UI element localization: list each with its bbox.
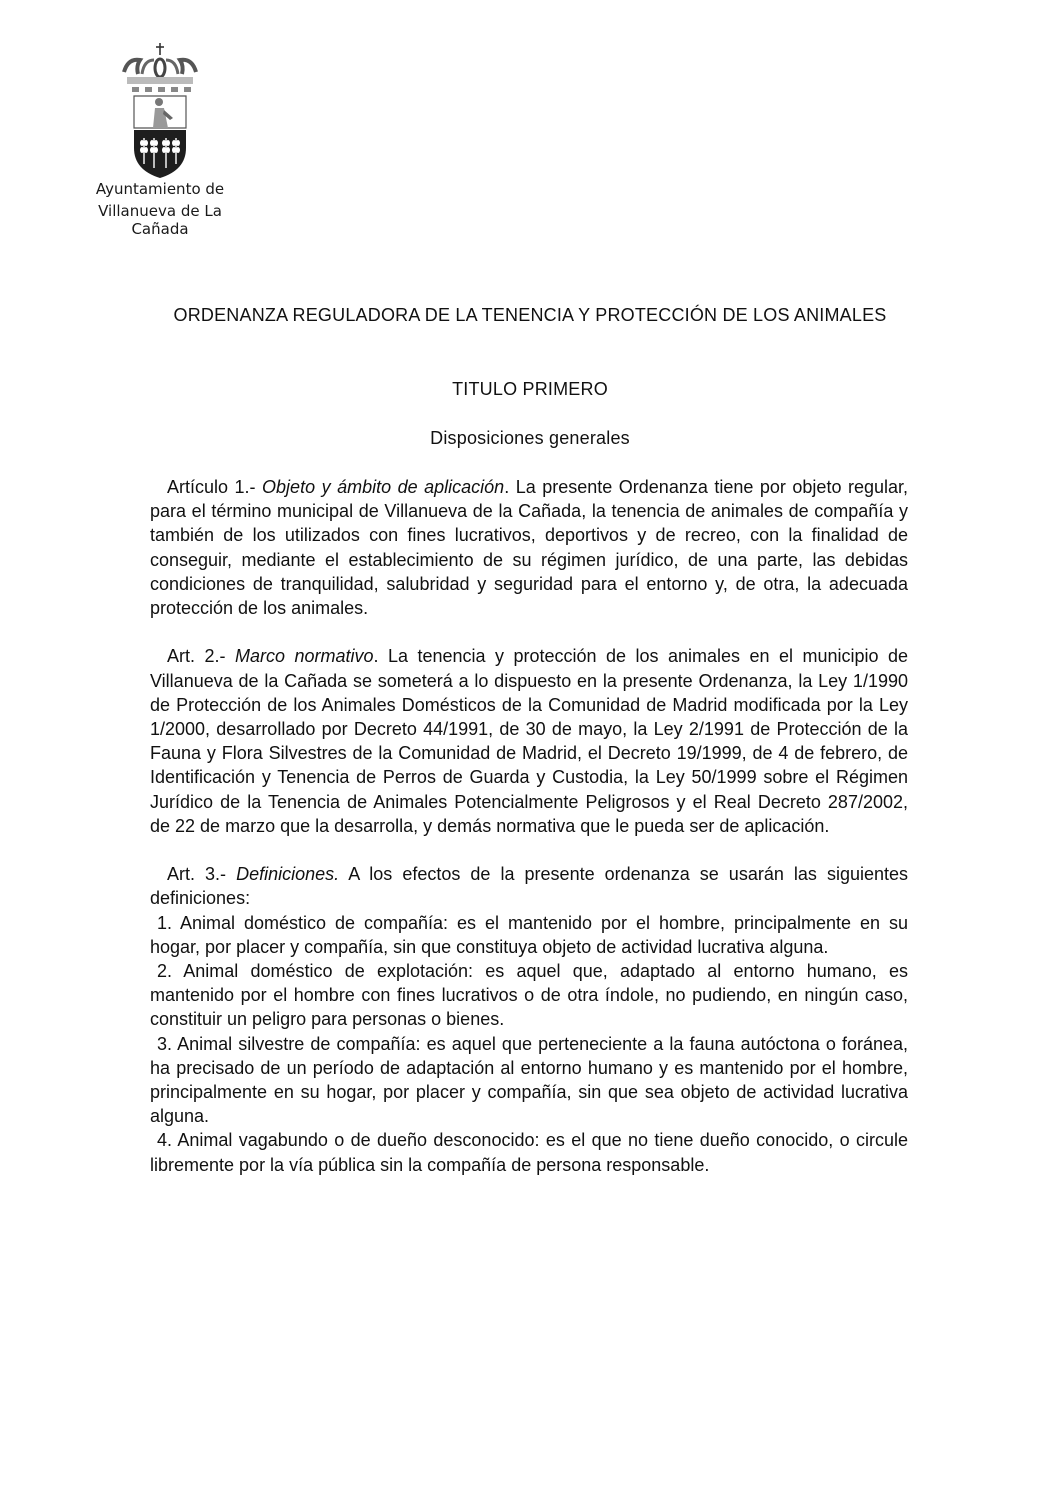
article-topic: Definiciones. bbox=[236, 864, 340, 885]
article-topic: Objeto y ámbito de aplicación bbox=[262, 477, 505, 497]
article-label: Art. 3.- bbox=[167, 864, 237, 885]
document-body bbox=[150, 475, 908, 1177]
definition-item: 2. Animal doméstico de explotación: es aquel que, adaptado al entorno humano, es mantenido por el hombre con fines lucrativos o de otra índole, no pudiendo, en ningún caso, constituir un peligro para personas o bienes. bbox=[150, 961, 908, 1030]
municipal-logo bbox=[70, 40, 250, 238]
article-text: . La tenencia y protección de los animales en el municipio de Villanueva de la Cañada se someterá a lo dispuesto en la presente Ordenanza, la Ley 1/1990 de Protección de los Animales Domésticos de la Comunidad de Madrid modificada por la Ley 1/2000, desarrollado por Decreto 44/1991, de 30 de mayo, la Ley 2/1991 de Protección de la Fauna y Flora Silvestres de la Comunidad de Madrid, el Decreto 19/1999, de 4 de febrero, de Identificación y Tenencia de Perros de Guarda y Custodia, la Ley 50/1999 sobre el Régimen Jurídico de la Tenencia de Animales Potencialmente Peligrosos y el Real Decreto 287/2002, de 22 de marzo que la desarrolla, y demás normativa que le pueda ser de aplicación. bbox=[150, 646, 909, 836]
org-name-line1: Ayuntamiento de bbox=[95, 180, 225, 198]
part-heading: TITULO PRIMERO bbox=[452, 379, 608, 399]
article-1 bbox=[150, 475, 908, 620]
article-text: A los efectos de la presente ordenanza se usarán las siguientes definiciones: bbox=[150, 864, 908, 909]
article-topic: Marco normativo bbox=[234, 646, 374, 667]
article-text: . La presente Ordenanza tiene por objeto regular, para el término municipal de Villanueva de la Cañada, la tenencia de animales de compañía y también de los utilizados con fines lucrativos, deportivos y de recreo, con la finalidad de conseguir, mediante el establecimiento de su régimen jurídico, de una parte, las debidas condiciones de tranquilidad, salubridad y seguridad para el entorno y, de otra, la adecuada protección de los animales. bbox=[150, 477, 908, 619]
document-title: ORDENANZA REGULADORA DE LA TENENCIA Y PROTECCIÓN DE LOS ANIMALES bbox=[173, 305, 887, 325]
article-label: Artículo 1.- bbox=[167, 477, 263, 497]
article-3 bbox=[150, 862, 908, 910]
part-subheading: Disposiciones generales bbox=[430, 428, 630, 448]
definition-item: 3. Animal silvestre de compañía: es aquel que perteneciente a la fauna autóctona o foránea, ha precisado de un período de adaptación al entorno humano y es mantenido por el hombre, principalmente en su hogar, por placer y compañía, sin que sea objeto de actividad lucrativa alguna. bbox=[150, 1033, 908, 1127]
coat-of-arms-icon bbox=[118, 40, 202, 180]
definition-item: 4. Animal vagabundo o de dueño desconocido: es el que no tiene dueño conocido, o circule libremente por la vía pública sin la compañía de persona responsable. bbox=[150, 1130, 908, 1175]
article-2 bbox=[150, 644, 908, 838]
org-name-line2: Villanueva de La Cañada bbox=[98, 202, 222, 238]
definition-item: 1. Animal doméstico de compañía: es el mantenido por el hombre, principalmente en su hogar, por placer y compañía, sin que constituya objeto de actividad lucrativa alguna. bbox=[150, 912, 908, 957]
article-label: Art. 2.- bbox=[167, 646, 235, 667]
